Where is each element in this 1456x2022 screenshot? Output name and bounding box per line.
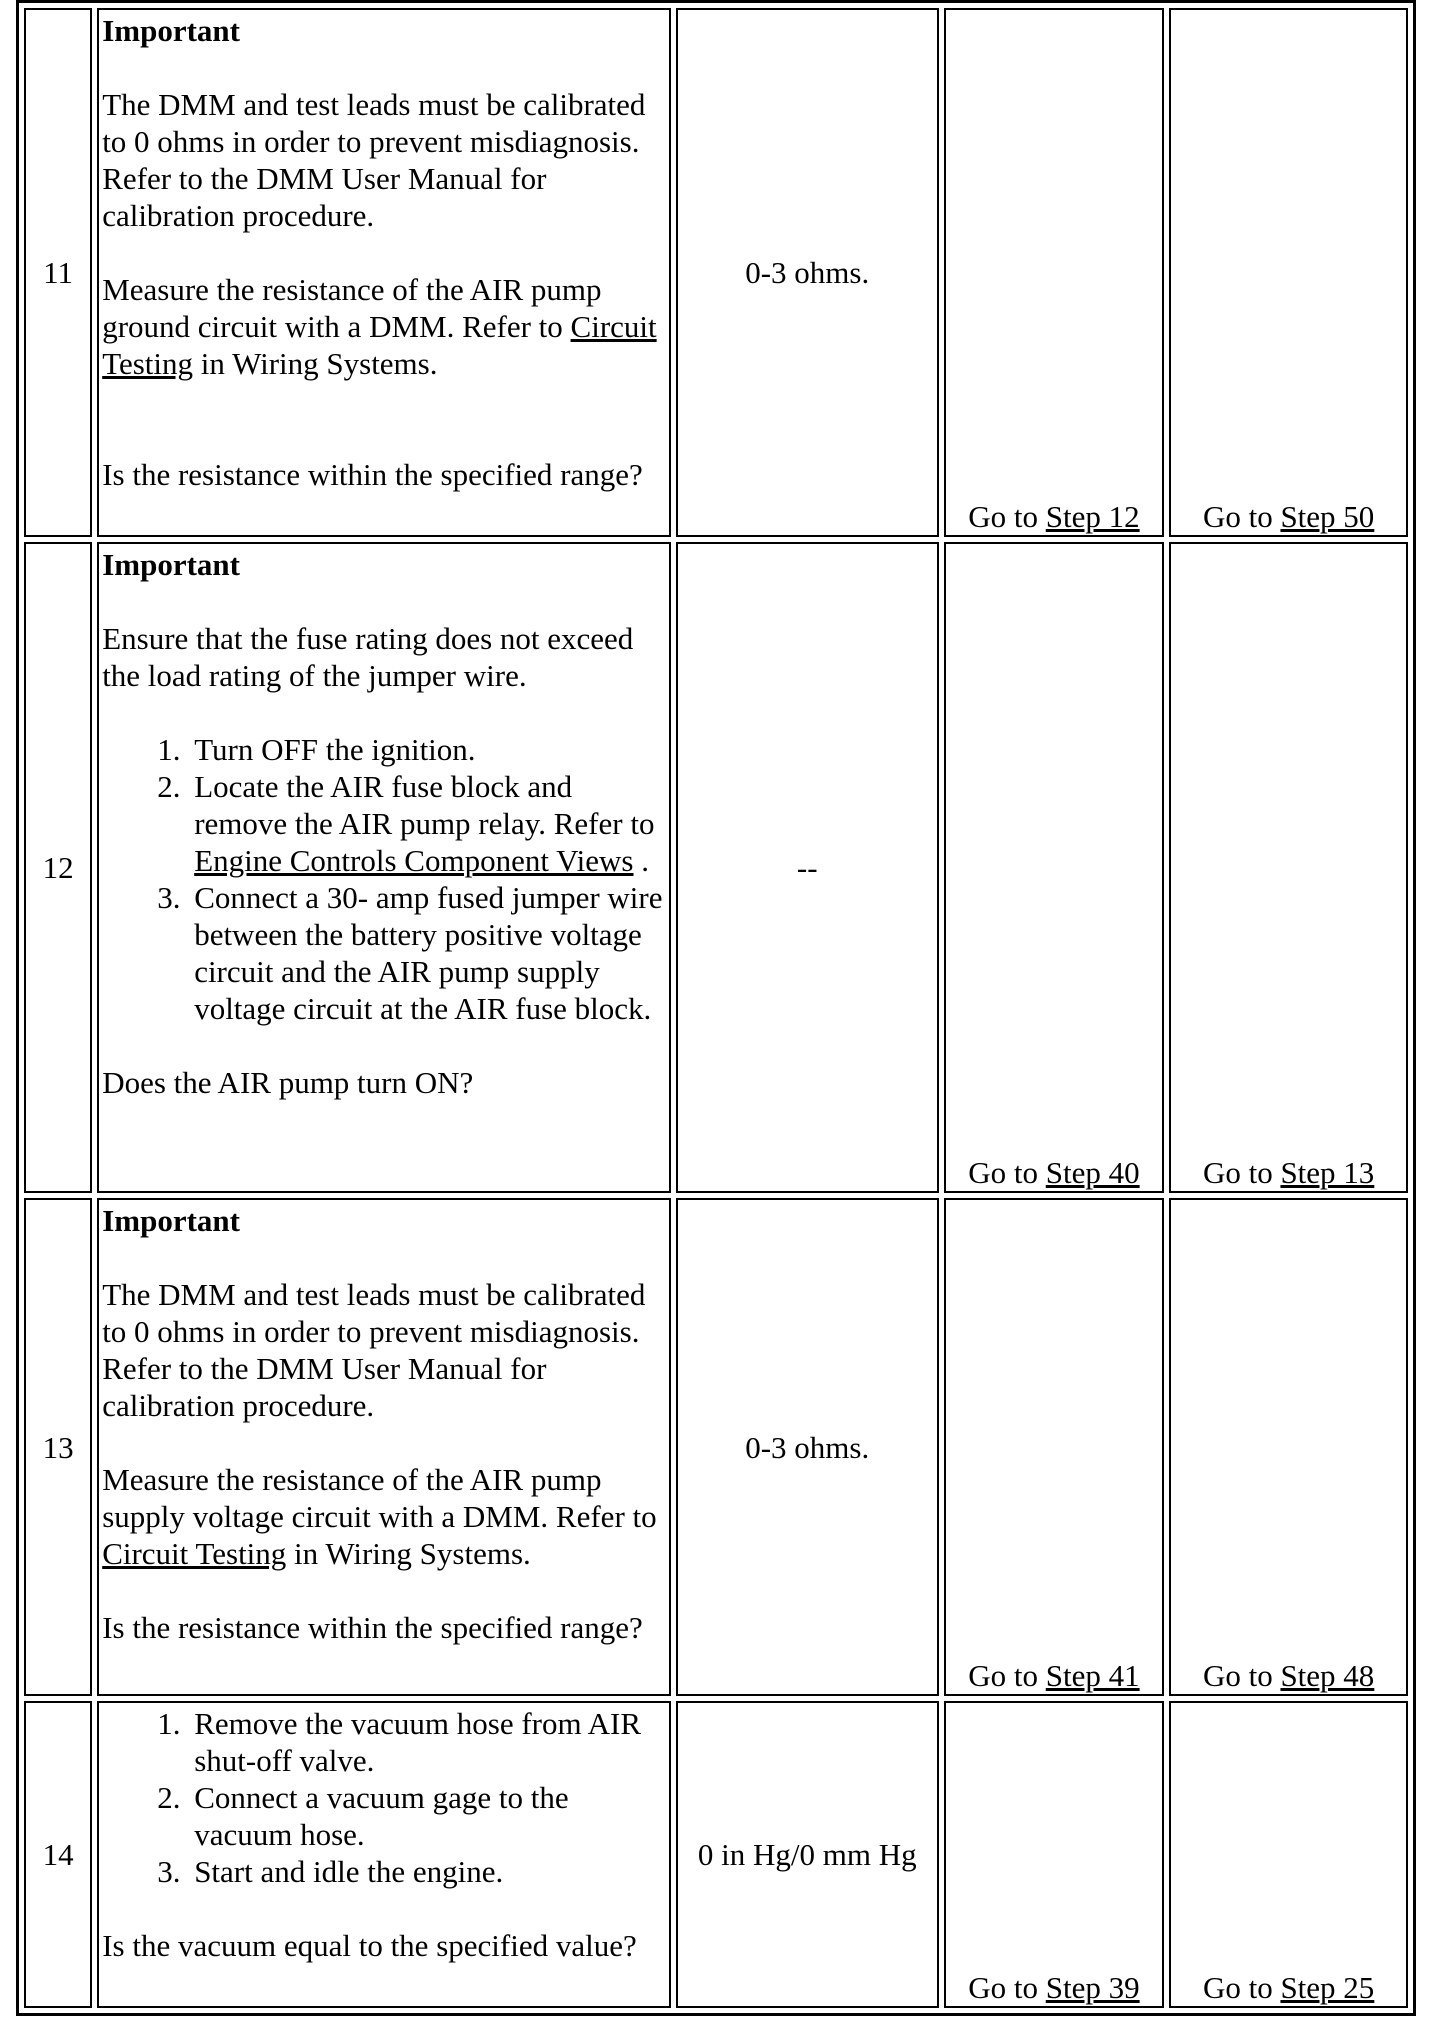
yes-prefix: Go to (968, 499, 1046, 534)
value-cell: 0-3 ohms. (676, 8, 939, 537)
action-text-post: in Wiring Systems. (193, 346, 438, 381)
step-number: 14 (24, 1701, 92, 2008)
no-cell (1169, 1198, 1408, 1696)
list-item: 3. Start and idle the engine. (188, 1853, 666, 1890)
action-text-pre: Measure the resistance of the AIR pump ground circuit with a DMM. Refer to (102, 272, 602, 344)
important-label: Important (102, 547, 240, 582)
action-text (102, 271, 666, 382)
goto-step-link[interactable]: Step 48 (1280, 1658, 1375, 1693)
step-number: 12 (24, 542, 92, 1193)
question-text: Is the vacuum equal to the specified value? (102, 1928, 637, 1963)
important-text: The DMM and test leads must be calibrated to 0 ohms in order to prevent misdiagnosis. Refer to the DMM User Manual for calibration procedure. (102, 1277, 646, 1423)
diagnostic-table (16, 0, 1416, 2016)
yes-cell (944, 8, 1165, 537)
goto-step-link[interactable]: Step 41 (1045, 1658, 1140, 1693)
action-cell (97, 8, 671, 537)
yes-cell (944, 1198, 1165, 1696)
important-text: The DMM and test leads must be calibrated to 0 ohms in order to prevent misdiagnosis. Refer to the DMM User Manual for calibration procedure. (102, 87, 646, 233)
goto-step-link[interactable]: Step 25 (1280, 1970, 1375, 2005)
table-row (24, 1198, 1408, 1696)
diagnostic-table-page (16, 0, 1416, 2016)
yes-prefix: Go to (968, 1970, 1046, 2005)
engine-controls-component-views-link[interactable]: Engine Controls Component Views (194, 843, 634, 878)
step-number: 13 (24, 1198, 92, 1696)
no-cell (1169, 8, 1408, 537)
goto-step-link[interactable]: Step 50 (1280, 499, 1375, 534)
value-cell: 0-3 ohms. (676, 1198, 939, 1696)
important-text: Ensure that the fuse rating does not exceed the load rating of the jumper wire. (102, 621, 634, 693)
question-text: Does the AIR pump turn ON? (102, 1065, 474, 1100)
action-cell (97, 542, 671, 1193)
action-text (102, 1461, 666, 1572)
list-item-text: Locate the AIR fuse block and remove the AIR pump relay. Refer to (194, 769, 655, 841)
goto-step-link[interactable]: Step 12 (1045, 499, 1140, 534)
action-text-post: in Wiring Systems. (286, 1536, 531, 1571)
yes-cell (944, 542, 1165, 1193)
yes-prefix: Go to (968, 1155, 1046, 1190)
no-prefix: Go to (1202, 1658, 1281, 1693)
circuit-testing-link[interactable]: Circuit Testing (102, 309, 657, 381)
list-item: 3. Connect a 30- amp fused jumper wire between the battery positive voltage circuit and the AIR pump supply voltage circuit at the AIR fuse block. (188, 879, 666, 1027)
procedure-list (102, 731, 666, 1027)
no-prefix: Go to (1202, 1155, 1281, 1190)
action-cell (97, 1701, 671, 2008)
yes-prefix: Go to (968, 1658, 1046, 1693)
action-text-pre: Measure the resistance of the AIR pump supply voltage circuit with a DMM. Refer to (102, 1462, 657, 1534)
question-text: Is the resistance within the specified range? (102, 457, 643, 492)
list-item (188, 768, 666, 879)
value-cell: 0 in Hg/0 mm Hg (676, 1701, 939, 2008)
important-label: Important (102, 13, 240, 48)
value-cell: -- (676, 542, 939, 1193)
yes-cell (944, 1701, 1165, 2008)
no-prefix: Go to (1202, 1970, 1281, 2005)
step-number: 11 (24, 8, 92, 537)
list-item-post: . (633, 843, 649, 878)
goto-step-link[interactable]: Step 40 (1045, 1155, 1140, 1190)
no-cell (1169, 542, 1408, 1193)
action-cell (97, 1198, 671, 1696)
important-label: Important (102, 1203, 240, 1238)
procedure-list (102, 1705, 666, 1890)
no-cell (1169, 1701, 1408, 2008)
circuit-testing-link[interactable]: Circuit Testing (102, 1536, 287, 1571)
table-row (24, 542, 1408, 1193)
table-row (24, 8, 1408, 537)
list-item: 1. Turn OFF the ignition. (188, 731, 666, 768)
question-text: Is the resistance within the specified range? (102, 1610, 643, 1645)
goto-step-link[interactable]: Step 39 (1045, 1970, 1140, 2005)
table-row (24, 1701, 1408, 2008)
goto-step-link[interactable]: Step 13 (1280, 1155, 1375, 1190)
list-item: 2. Connect a vacuum gage to the vacuum hose. (188, 1779, 666, 1853)
no-prefix: Go to (1202, 499, 1281, 534)
list-item: 1. Remove the vacuum hose from AIR shut-off valve. (188, 1705, 666, 1779)
